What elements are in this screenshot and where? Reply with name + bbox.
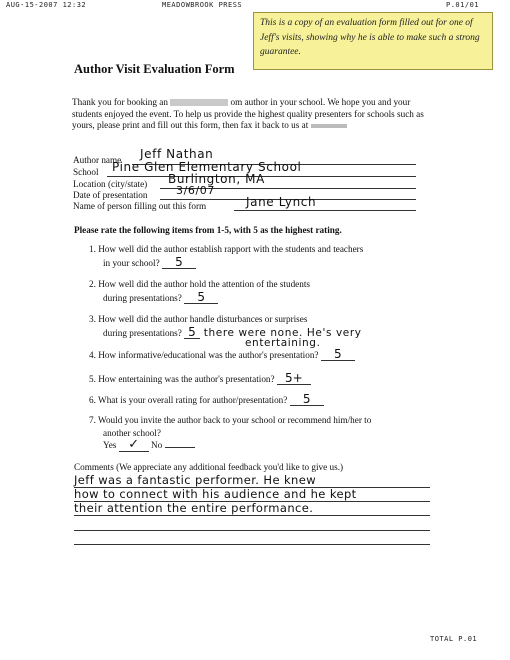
- field-label: Name of person filling out this form: [73, 201, 207, 211]
- fax-date-time: AUG-15-2007 12:32: [6, 1, 87, 9]
- question-text: Would you invite the author back to your school or recommend him/her to: [98, 415, 372, 425]
- field-underline: [234, 210, 416, 211]
- question-text-cont: in your school?: [103, 257, 160, 268]
- question-6: [89, 393, 324, 407]
- rating-instructions: Please rate the following items from 1-5, with 5 as the highest rating.: [74, 225, 342, 235]
- question-2: [89, 278, 310, 304]
- question-text: How well did the author handle disturbances or surprises: [98, 314, 308, 324]
- comment-line-3: their attention the entire performance.: [74, 501, 314, 515]
- answer-5: 5+: [277, 372, 311, 385]
- form-title: Author Visit Evaluation Form: [74, 62, 235, 76]
- comment-rule: [74, 544, 430, 545]
- intro-text-2: om author in your school. We hope you and your students enjoyed the event. To help us provide the highest quality presenters for schools such as yours, please print and fill out this form, then fax it back to us at: [72, 97, 424, 130]
- no-label: No: [150, 440, 163, 450]
- question-text: How entertaining was the author's presentation?: [98, 374, 275, 384]
- field-school: [73, 166, 99, 178]
- question-number: 7.: [89, 415, 96, 425]
- question-number: 6.: [89, 395, 96, 405]
- field-filler-name: [73, 200, 206, 212]
- question-number: 2.: [89, 279, 96, 289]
- answer-1: 5: [162, 256, 196, 269]
- question-text: How well did the author hold the attention of the students: [98, 279, 310, 289]
- question-text: How well did the author establish rapport with the students and teachers: [98, 244, 364, 254]
- answer-3-note: there were none. He's very: [203, 326, 362, 339]
- question-text-cont: another school?: [103, 427, 161, 438]
- field-label: Author name: [73, 155, 122, 165]
- question-text: What is your overall rating for author/presentation?: [98, 395, 288, 405]
- question-number: 1.: [89, 244, 96, 254]
- question-3: [89, 313, 362, 339]
- answer-3-note-cont: entertaining.: [245, 337, 321, 349]
- field-value-school: Pine Glen Elementary School: [112, 160, 302, 174]
- redacted-text: [170, 99, 228, 106]
- question-text-cont: during presentations?: [103, 327, 182, 338]
- answer-6: 5: [290, 393, 324, 406]
- yes-label: Yes: [103, 440, 117, 450]
- answer-3: 5: [184, 326, 200, 339]
- comment-rule: [74, 530, 430, 531]
- question-text-cont: during presentations?: [103, 292, 182, 303]
- redacted-fax-number: [311, 124, 347, 128]
- answer-4: 5: [321, 348, 355, 361]
- field-label: Location (city/state): [73, 179, 148, 189]
- field-value-location: Burlington, MA: [168, 172, 265, 186]
- question-number: 3.: [89, 314, 96, 324]
- answer-2: 5: [184, 291, 218, 304]
- field-value-date: 3/6/07: [176, 184, 216, 197]
- question-4: [89, 348, 355, 362]
- question-7: [89, 414, 371, 452]
- field-label: School: [73, 167, 99, 177]
- form-intro: [72, 97, 442, 132]
- sticky-note: This is a copy of an evaluation form filled out for one of Jeff's visits, showing why he is able to make such a strong guarantee.: [253, 12, 493, 70]
- question-5: [89, 372, 311, 386]
- field-value-filler: Jane Lynch: [246, 195, 317, 209]
- fax-page-number: P.01/01: [446, 1, 480, 9]
- field-value-author: Jeff Nathan: [140, 147, 214, 161]
- comment-line-1: Jeff was a fantastic performer. He knew: [74, 473, 317, 487]
- field-label: Date of presentation: [73, 190, 148, 200]
- comment-line-2: how to connect with his audience and he kept: [74, 487, 357, 501]
- question-1: [89, 243, 363, 269]
- comments-label: Comments (We appreciate any additional feedback you'd like to give us.): [74, 462, 344, 472]
- question-number: 5.: [89, 374, 96, 384]
- fax-total-pages: TOTAL P.01: [430, 635, 478, 643]
- intro-text-1: Thank you for booking an: [72, 97, 168, 107]
- yes-checkmark: ✓: [119, 439, 149, 452]
- fax-sender: MEADOWBROOK PRESS: [162, 1, 243, 9]
- no-blank: [165, 447, 195, 448]
- question-number: 4.: [89, 350, 96, 360]
- question-text: How informative/educational was the author's presentation?: [98, 350, 319, 360]
- comment-rule: [74, 515, 430, 516]
